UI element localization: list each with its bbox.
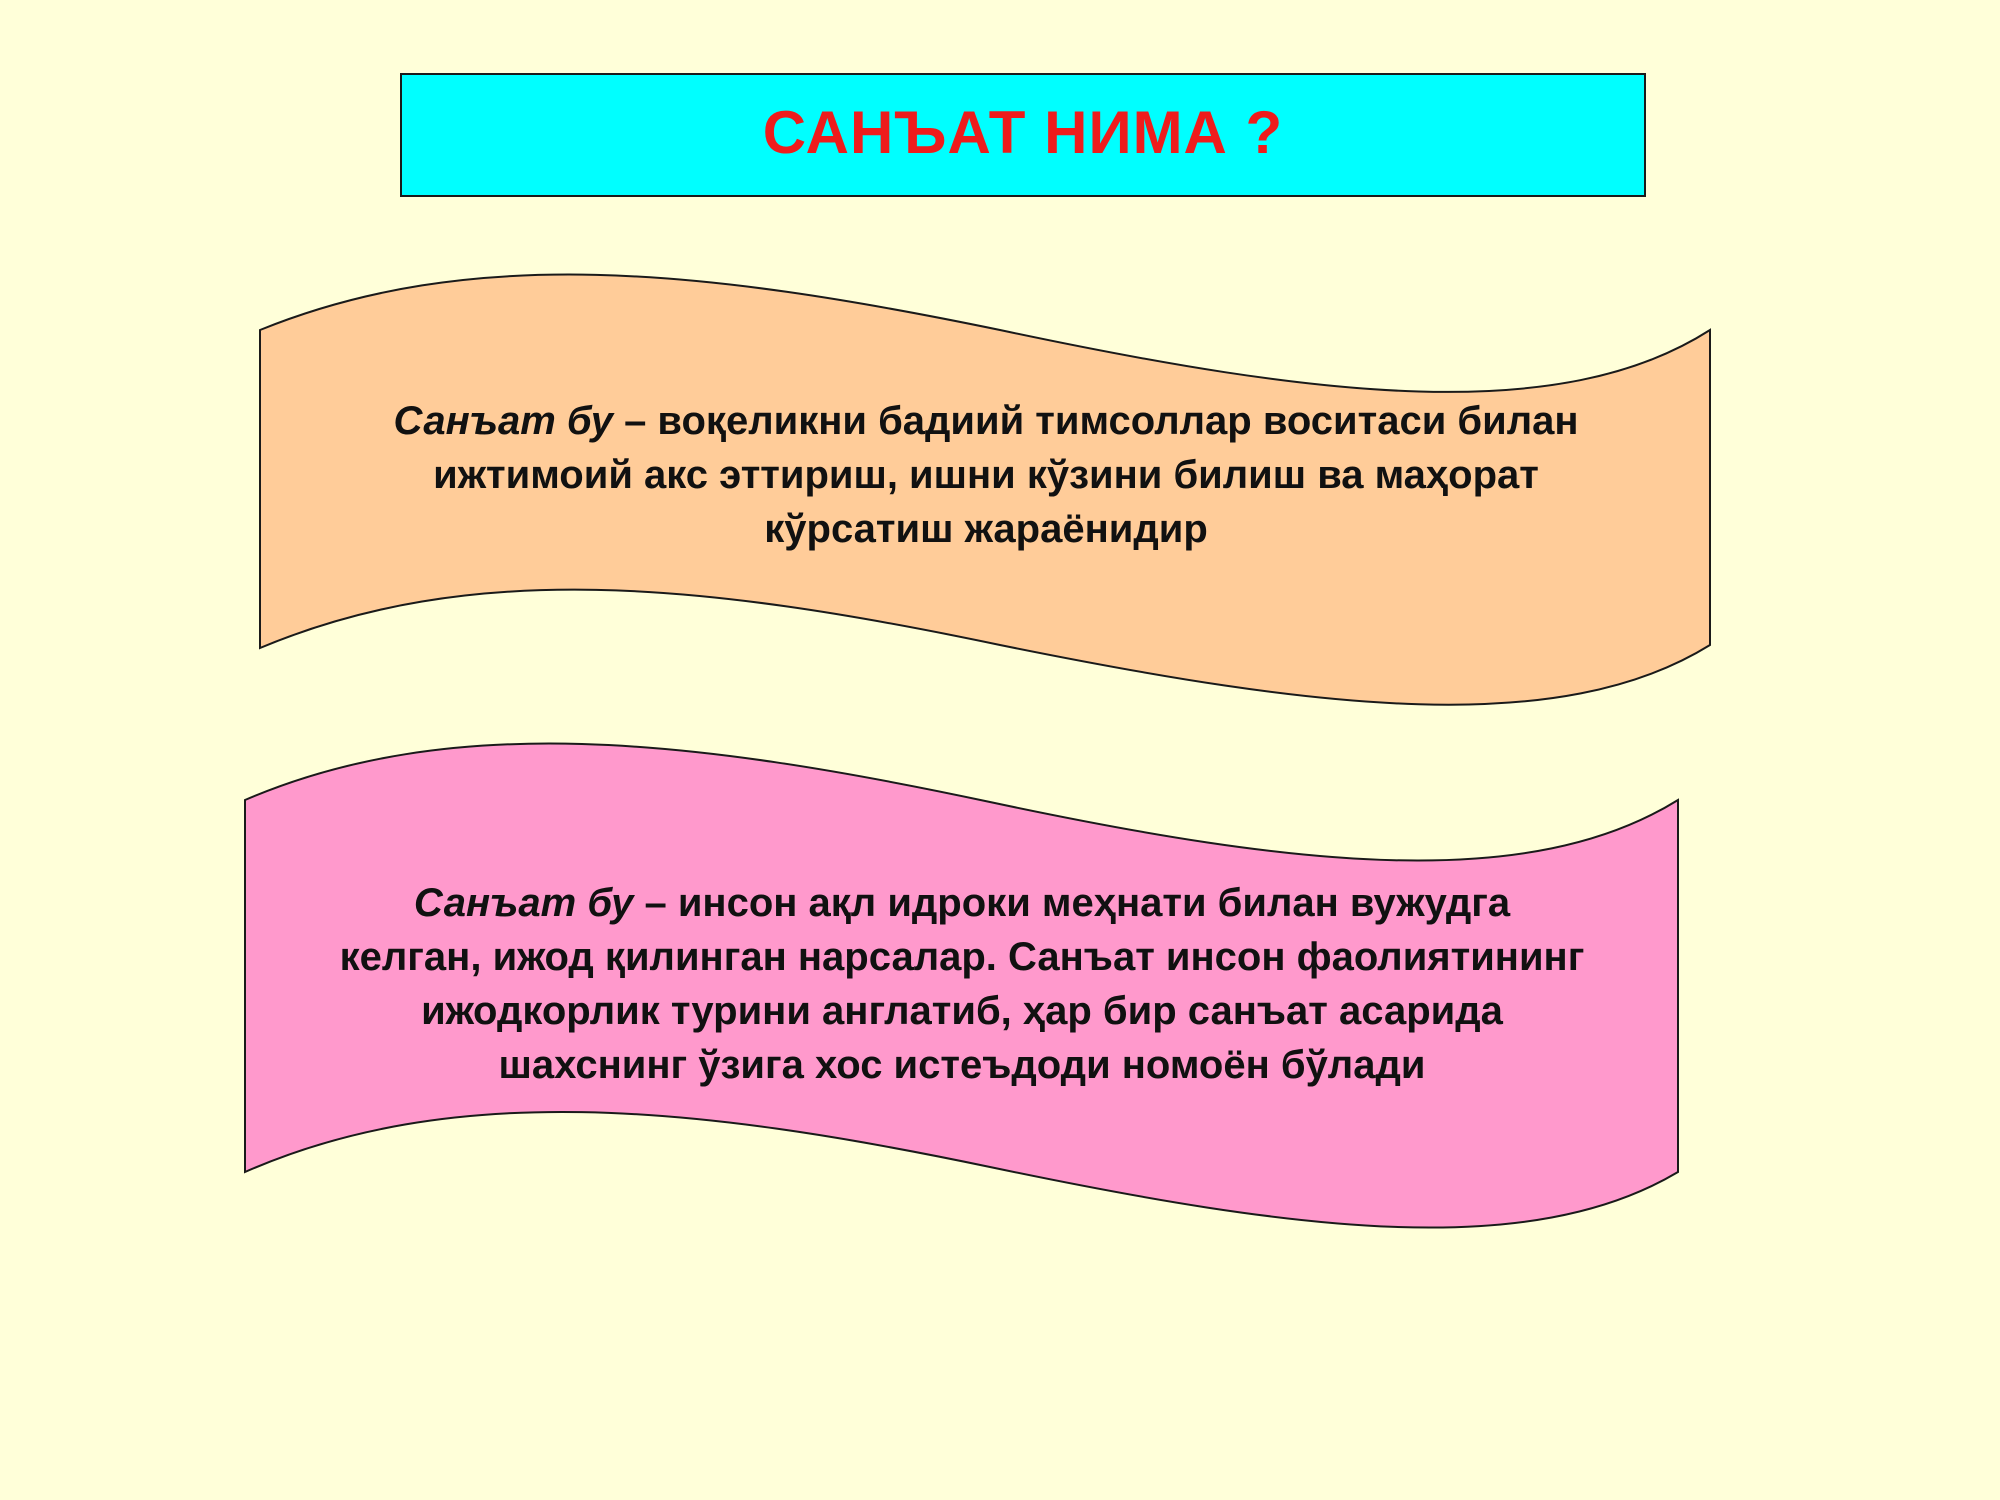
banner2-line-3: ижодкорлик турини англатиб, ҳар бир санъат асарида	[421, 989, 1503, 1033]
banner2-line-1-rest: – инсон ақл идроки меҳнати билан вужудга	[633, 881, 1511, 925]
banner2-line-4: шахснинг ўзига хос истеъдоди номоён бўлади	[498, 1043, 1426, 1087]
banner2-text	[246, 876, 1678, 1092]
banner1-line-3: кўрсатиш жараёнидир	[764, 507, 1208, 551]
banner1-text	[262, 394, 1710, 556]
banner2-line-2: келган, ижод қилинган нарсалар. Санъат инсон фаолиятининг	[339, 935, 1585, 979]
slide-title: САНЪАТ НИМА ?	[762, 98, 1284, 166]
banner1-lead: Санъат бу	[393, 399, 613, 443]
banner1-line-1-rest: – воқеликни бадиий тимсоллар воситаси билан	[612, 399, 1579, 443]
banner2-lead: Санъат бу	[413, 881, 634, 925]
banner2-line-1	[246, 876, 1678, 930]
banner1-line-2: ижтимоий акс эттириш, ишни кўзини билиш ва маҳорат	[433, 453, 1539, 497]
banner1-line-1	[262, 394, 1710, 448]
